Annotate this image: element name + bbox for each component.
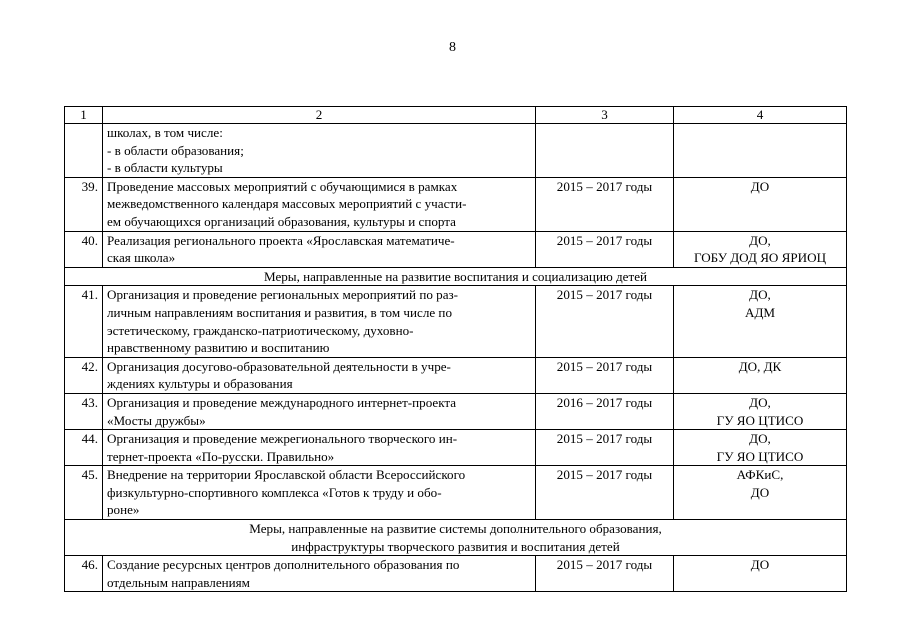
measures-table-body	[65, 107, 847, 592]
measure-text-line: - в области культуры	[107, 160, 223, 176]
measure-cell	[103, 466, 536, 520]
period-cell: 2015 – 2017 годы	[536, 357, 674, 393]
section-heading-line: инфраструктуры творческого развития и воспитания детей	[291, 538, 620, 554]
period-cell: 2016 – 2017 годы	[536, 393, 674, 429]
continuation-row	[65, 124, 847, 178]
executor-cell	[674, 556, 847, 592]
table-row	[65, 357, 847, 393]
executor-text-line: ДО,	[749, 394, 771, 410]
measure-text-line: нравственному развитию и воспитанию	[107, 340, 330, 356]
measure-cell	[103, 177, 536, 231]
row-number-cell	[65, 124, 103, 178]
table-row	[65, 556, 847, 592]
measure-text-line: Создание ресурсных центров дополнительного образования по	[107, 557, 460, 573]
measure-text-line: Организация досугово-образовательной деятельности в учре-	[107, 358, 451, 374]
executor-text-line: ГОБУ ДОД ЯО ЯРИОЦ	[693, 250, 827, 266]
executor-cell	[674, 286, 847, 357]
column-number-2: 2	[103, 107, 536, 124]
executor-cell	[674, 357, 847, 393]
measure-text-line: «Мосты дружбы»	[107, 412, 206, 428]
measure-text-line: межведомственного календаря массовых мероприятий с участи-	[107, 196, 467, 212]
measure-text-line: Проведение массовых мероприятий с обучающимися в рамках	[107, 178, 458, 194]
period-cell: 2015 – 2017 годы	[536, 430, 674, 466]
period-cell: 2015 – 2017 годы	[536, 286, 674, 357]
page-number: 8	[449, 40, 456, 55]
executor-text-line: ГУ ЯО ЦТИСО	[716, 448, 804, 464]
executor-cell	[674, 124, 847, 178]
measure-text-line: Организация и проведение межрегионального творческого ин-	[107, 431, 458, 447]
executor-cell	[674, 177, 847, 231]
row-number-cell: 45.	[65, 466, 103, 520]
executor-text-line: ДО	[750, 484, 770, 500]
measure-cell	[103, 357, 536, 393]
executor-text-line: ДО	[750, 557, 770, 573]
measure-text-line: тернет-проекта «По-русски. Правильно»	[107, 448, 335, 464]
period-cell: 2015 – 2017 годы	[536, 466, 674, 520]
period-cell: 2015 – 2017 годы	[536, 231, 674, 267]
measure-text-line: ждениях культуры и образования	[107, 376, 293, 392]
measure-text-line: Внедрение на территории Ярославской области Всероссийского	[107, 467, 466, 483]
table-row	[65, 286, 847, 357]
measure-text-line: ская школа»	[107, 250, 176, 266]
row-number-cell: 39.	[65, 177, 103, 231]
executor-text-line: ДО,	[749, 232, 771, 248]
measure-text-line: роне»	[107, 502, 140, 518]
section-heading-cell	[65, 267, 847, 286]
section-heading-line: Меры, направленные на развитие системы дополнительного образования,	[249, 521, 662, 537]
column-number-row	[65, 107, 847, 124]
period-cell	[536, 124, 674, 178]
measure-text-line: эстетическому, гражданско-патриотическому, духовно-	[107, 322, 414, 338]
executor-cell	[674, 466, 847, 520]
period-cell: 2015 – 2017 годы	[536, 177, 674, 231]
section-heading-row	[65, 267, 847, 286]
measure-text-line: физкультурно-спортивного комплекса «Готов к труду и обо-	[107, 484, 442, 500]
executor-text-line: АФКиС,	[736, 467, 784, 483]
measure-text-line: - в области образования;	[107, 142, 244, 158]
row-number-cell: 44.	[65, 430, 103, 466]
row-number-cell: 46.	[65, 556, 103, 592]
measure-cell	[103, 393, 536, 429]
measure-text-line: школах, в том числе:	[107, 125, 223, 140]
measure-text-line: Реализация регионального проекта «Ярославская математиче-	[107, 232, 455, 248]
measure-text-line: Организация и проведение международного интернет-проекта	[107, 394, 457, 410]
executor-text-line: АДМ	[744, 304, 776, 320]
period-cell: 2015 – 2017 годы	[536, 556, 674, 592]
measures-table	[64, 106, 847, 592]
table-row	[65, 393, 847, 429]
executor-text-line: ДО,	[749, 431, 771, 447]
table-row	[65, 466, 847, 520]
measure-text-line: личным направлениям воспитания и развития, в том числе по	[107, 304, 452, 320]
measure-text-line: Организация и проведение региональных мероприятий по раз-	[107, 287, 459, 303]
row-number-cell: 42.	[65, 357, 103, 393]
executor-cell	[674, 231, 847, 267]
executor-text-line: ДО	[750, 178, 770, 194]
executor-cell	[674, 430, 847, 466]
executor-text-line: ДО, ДК	[738, 358, 782, 374]
executor-text-line: ДО,	[749, 287, 771, 303]
executor-text-line: ГУ ЯО ЦТИСО	[716, 412, 804, 428]
row-number-cell: 40.	[65, 231, 103, 267]
table-row	[65, 231, 847, 267]
table-row	[65, 177, 847, 231]
measure-cell	[103, 556, 536, 592]
section-heading-line: Меры, направленные на развитие воспитания и социализацию детей	[263, 268, 648, 284]
measure-cell	[103, 231, 536, 267]
row-number-cell: 41.	[65, 286, 103, 357]
table-row	[65, 430, 847, 466]
section-heading-cell	[65, 520, 847, 556]
column-number-1: 1	[65, 107, 103, 124]
column-number-3: 3	[536, 107, 674, 124]
column-number-4: 4	[674, 107, 847, 124]
measure-text-line: ем обучающихся организаций образования, культуры и спорта	[107, 213, 456, 229]
measure-cell	[103, 286, 536, 357]
measure-text-line: отдельным направлениям	[107, 574, 250, 590]
section-heading-row	[65, 520, 847, 556]
row-number-cell: 43.	[65, 393, 103, 429]
measure-cell	[103, 124, 536, 178]
measure-cell	[103, 430, 536, 466]
executor-cell	[674, 393, 847, 429]
